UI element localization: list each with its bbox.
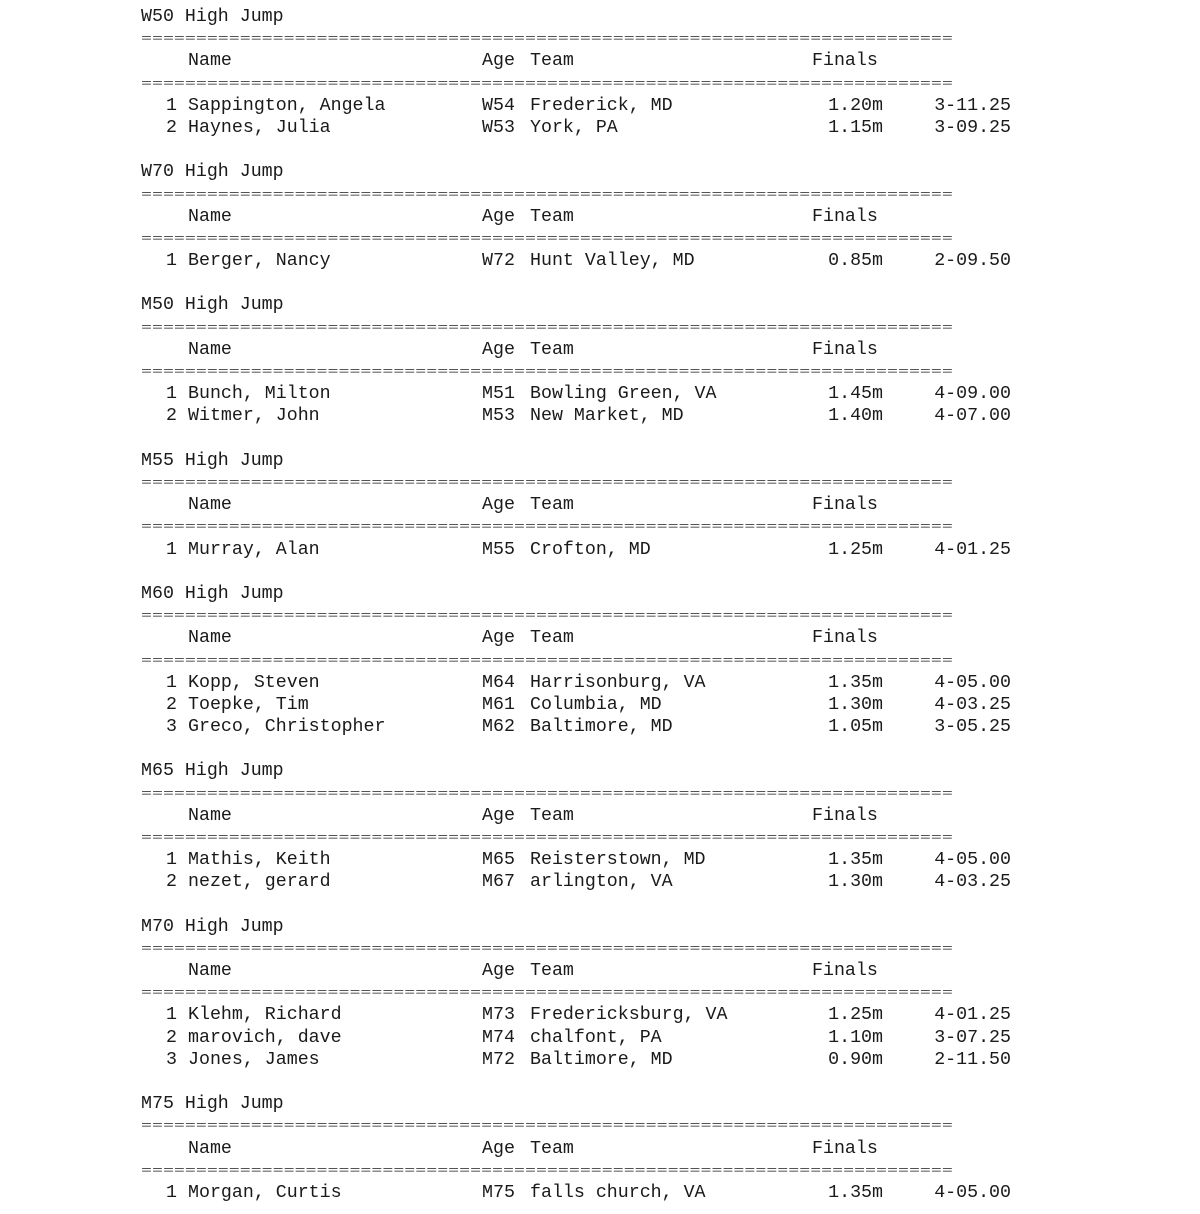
result-row [141, 405, 1021, 427]
athlete-team: chalfont, PA [530, 1027, 662, 1048]
result-place: 2 [166, 117, 177, 138]
event-spacer [141, 428, 1021, 450]
event-spacer [141, 738, 1021, 760]
column-header-row [141, 627, 1021, 649]
column-header-row [141, 339, 1021, 361]
athlete-age: M67 [482, 872, 515, 893]
result-row [141, 95, 1021, 117]
result-imperial: 2-09.50 [934, 251, 1011, 272]
athlete-team: Fredericksburg, VA [530, 1005, 728, 1026]
result-row [141, 1027, 1021, 1049]
header-name: Name [188, 1138, 232, 1159]
separator-rule [141, 1115, 1021, 1137]
athlete-team: Columbia, MD [530, 694, 662, 715]
athlete-name: Sappington, Angela [188, 95, 386, 116]
athlete-name: nezet, gerard [188, 872, 331, 893]
result-metric: 1.25m [828, 1005, 883, 1026]
athlete-name: Jones, James [188, 1049, 320, 1070]
separator-rule-text: ========================================================================== [141, 831, 953, 844]
separator-rule-text: ========================================================================== [141, 476, 953, 489]
athlete-name: marovich, dave [188, 1027, 342, 1048]
separator-rule [141, 1160, 1021, 1182]
separator-rule [141, 605, 1021, 627]
separator-rule-text: ========================================================================== [141, 521, 953, 534]
athlete-team: Crofton, MD [530, 539, 651, 560]
result-place: 1 [166, 1182, 177, 1203]
separator-rule-text: ========================================================================== [141, 1120, 953, 1133]
separator-rule-text: ========================================================================== [141, 787, 953, 800]
event-spacer [141, 139, 1021, 161]
result-metric: 1.05m [828, 717, 883, 737]
separator-rule [141, 28, 1021, 50]
separator-rule [141, 938, 1021, 960]
result-imperial: 3-07.25 [934, 1027, 1011, 1048]
athlete-name: Berger, Nancy [188, 251, 331, 272]
separator-rule [141, 73, 1021, 95]
header-team: Team [530, 805, 574, 826]
athlete-name: Haynes, Julia [188, 117, 331, 138]
separator-rule-text: ========================================================================== [141, 987, 953, 1000]
result-imperial: 4-01.25 [934, 539, 1011, 560]
athlete-age: M51 [482, 384, 515, 405]
result-imperial: 4-05.00 [934, 850, 1011, 871]
result-row [141, 849, 1021, 871]
result-place: 1 [166, 251, 177, 272]
result-imperial: 4-07.00 [934, 406, 1011, 427]
header-name: Name [188, 628, 232, 649]
event-spacer [141, 272, 1021, 294]
result-row [141, 383, 1021, 405]
athlete-age: M75 [482, 1182, 515, 1203]
result-place: 1 [166, 672, 177, 693]
event-title: M55 High Jump [141, 450, 284, 471]
header-age: Age [482, 1138, 515, 1159]
result-place: 2 [166, 872, 177, 893]
result-metric: 1.35m [828, 1182, 883, 1203]
event-title: M65 High Jump [141, 761, 284, 782]
event-spacer [141, 894, 1021, 916]
result-imperial: 2-11.50 [934, 1049, 1011, 1070]
header-finals: Finals [812, 805, 878, 826]
header-team: Team [530, 495, 574, 516]
athlete-age: M65 [482, 850, 515, 871]
result-row [141, 672, 1021, 694]
header-finals: Finals [812, 206, 878, 227]
column-header-row [141, 206, 1021, 228]
result-metric: 0.90m [828, 1049, 883, 1070]
header-team: Team [530, 339, 574, 360]
result-imperial: 3-09.25 [934, 117, 1011, 138]
header-name: Name [188, 961, 232, 982]
header-age: Age [482, 961, 515, 982]
results-document [141, 6, 1021, 1204]
separator-rule-text: ========================================================================== [141, 610, 953, 623]
separator-rule [141, 827, 1021, 849]
separator-rule-text: ========================================================================== [141, 77, 953, 90]
athlete-age: W53 [482, 117, 515, 138]
event-block [141, 161, 1021, 272]
event-block [141, 294, 1021, 427]
header-finals: Finals [812, 495, 878, 516]
column-header-row [141, 960, 1021, 982]
header-age: Age [482, 51, 515, 72]
column-header-row [141, 494, 1021, 516]
event-title: M70 High Jump [141, 916, 284, 937]
athlete-name: Toepke, Tim [188, 694, 309, 715]
separator-rule [141, 228, 1021, 250]
athlete-age: M61 [482, 694, 515, 715]
athlete-name: Kopp, Steven [188, 672, 320, 693]
result-row [141, 716, 1021, 738]
event-title: W70 High Jump [141, 162, 284, 183]
result-row [141, 694, 1021, 716]
event-block [141, 450, 1021, 561]
athlete-team: falls church, VA [530, 1182, 706, 1203]
event-title: W50 High Jump [141, 7, 284, 27]
header-finals: Finals [812, 961, 878, 982]
separator-rule [141, 982, 1021, 1004]
athlete-name: Bunch, Milton [188, 384, 331, 405]
athlete-name: Greco, Christopher [188, 717, 386, 737]
athlete-age: M55 [482, 539, 515, 560]
result-metric: 1.30m [828, 872, 883, 893]
result-metric: 1.15m [828, 117, 883, 138]
header-age: Age [482, 206, 515, 227]
result-row [141, 1004, 1021, 1026]
event-title: M50 High Jump [141, 295, 284, 316]
result-place: 1 [166, 95, 177, 116]
result-metric: 1.25m [828, 539, 883, 560]
separator-rule-text: ========================================================================== [141, 232, 953, 245]
column-header-row [141, 805, 1021, 827]
result-metric: 0.85m [828, 251, 883, 272]
athlete-name: Mathis, Keith [188, 850, 331, 871]
athlete-team: York, PA [530, 117, 618, 138]
athlete-team: Bowling Green, VA [530, 384, 717, 405]
header-age: Age [482, 339, 515, 360]
result-place: 1 [166, 539, 177, 560]
event-title: M75 High Jump [141, 1094, 284, 1115]
result-place: 2 [166, 406, 177, 427]
header-team: Team [530, 628, 574, 649]
separator-rule-text: ========================================================================== [141, 321, 953, 334]
separator-rule-text: ========================================================================== [141, 33, 953, 46]
separator-rule [141, 317, 1021, 339]
result-metric: 1.10m [828, 1027, 883, 1048]
header-finals: Finals [812, 1138, 878, 1159]
header-team: Team [530, 206, 574, 227]
result-place: 2 [166, 1027, 177, 1048]
event-spacer [141, 1071, 1021, 1093]
result-imperial: 4-05.00 [934, 1182, 1011, 1203]
result-row [141, 1049, 1021, 1071]
event-spacer [141, 561, 1021, 583]
result-imperial: 4-03.25 [934, 872, 1011, 893]
column-header-row [141, 50, 1021, 72]
event-block [141, 760, 1021, 893]
header-finals: Finals [812, 339, 878, 360]
header-name: Name [188, 339, 232, 360]
result-place: 1 [166, 850, 177, 871]
header-name: Name [188, 495, 232, 516]
athlete-team: Reisterstown, MD [530, 850, 706, 871]
separator-rule-text: ========================================================================== [141, 188, 953, 201]
athlete-team: Harrisonburg, VA [530, 672, 706, 693]
athlete-name: Murray, Alan [188, 539, 320, 560]
result-imperial: 4-01.25 [934, 1005, 1011, 1026]
header-age: Age [482, 805, 515, 826]
header-name: Name [188, 51, 232, 72]
event-block [141, 916, 1021, 1071]
separator-rule [141, 361, 1021, 383]
result-metric: 1.35m [828, 672, 883, 693]
result-place: 2 [166, 694, 177, 715]
athlete-team: New Market, MD [530, 406, 684, 427]
result-imperial: 4-05.00 [934, 672, 1011, 693]
athlete-age: W72 [482, 251, 515, 272]
athlete-team: Hunt Valley, MD [530, 251, 695, 272]
separator-rule-text: ========================================================================== [141, 654, 953, 667]
athlete-team: arlington, VA [530, 872, 673, 893]
header-name: Name [188, 805, 232, 826]
result-imperial: 4-09.00 [934, 384, 1011, 405]
athlete-name: Morgan, Curtis [188, 1182, 342, 1203]
separator-rule-text: ========================================================================== [141, 366, 953, 379]
event-block [141, 583, 1021, 738]
athlete-age: M64 [482, 672, 515, 693]
result-row [141, 250, 1021, 272]
result-imperial: 4-03.25 [934, 694, 1011, 715]
athlete-team: Baltimore, MD [530, 717, 673, 737]
athlete-team: Frederick, MD [530, 95, 673, 116]
result-metric: 1.20m [828, 95, 883, 116]
event-block [141, 1093, 1021, 1204]
separator-rule-text: ========================================================================== [141, 1164, 953, 1177]
header-finals: Finals [812, 628, 878, 649]
header-name: Name [188, 206, 232, 227]
result-place: 1 [166, 1005, 177, 1026]
athlete-name: Witmer, John [188, 406, 320, 427]
result-metric: 1.45m [828, 384, 883, 405]
header-finals: Finals [812, 51, 878, 72]
athlete-team: Baltimore, MD [530, 1049, 673, 1070]
athlete-age: M74 [482, 1027, 515, 1048]
separator-rule [141, 516, 1021, 538]
separator-rule [141, 472, 1021, 494]
result-metric: 1.35m [828, 850, 883, 871]
athlete-age: M53 [482, 406, 515, 427]
separator-rule [141, 184, 1021, 206]
result-row [141, 117, 1021, 139]
separator-rule [141, 783, 1021, 805]
header-team: Team [530, 961, 574, 982]
result-row [141, 871, 1021, 893]
header-team: Team [530, 1138, 574, 1159]
athlete-age: W54 [482, 95, 515, 116]
athlete-age: M73 [482, 1005, 515, 1026]
athlete-age: M72 [482, 1049, 515, 1070]
result-row [141, 1182, 1021, 1204]
athlete-age: M62 [482, 717, 515, 737]
result-imperial: 3-05.25 [934, 717, 1011, 737]
result-metric: 1.30m [828, 694, 883, 715]
athlete-name: Klehm, Richard [188, 1005, 342, 1026]
separator-rule-text: ========================================================================== [141, 942, 953, 955]
result-imperial: 3-11.25 [934, 95, 1011, 116]
header-age: Age [482, 495, 515, 516]
event-title: M60 High Jump [141, 583, 284, 604]
result-place: 3 [166, 1049, 177, 1070]
separator-rule [141, 649, 1021, 671]
header-age: Age [482, 628, 515, 649]
result-place: 3 [166, 717, 177, 737]
column-header-row [141, 1138, 1021, 1160]
result-row [141, 539, 1021, 561]
result-metric: 1.40m [828, 406, 883, 427]
header-team: Team [530, 51, 574, 72]
event-block [141, 6, 1021, 139]
result-place: 1 [166, 384, 177, 405]
